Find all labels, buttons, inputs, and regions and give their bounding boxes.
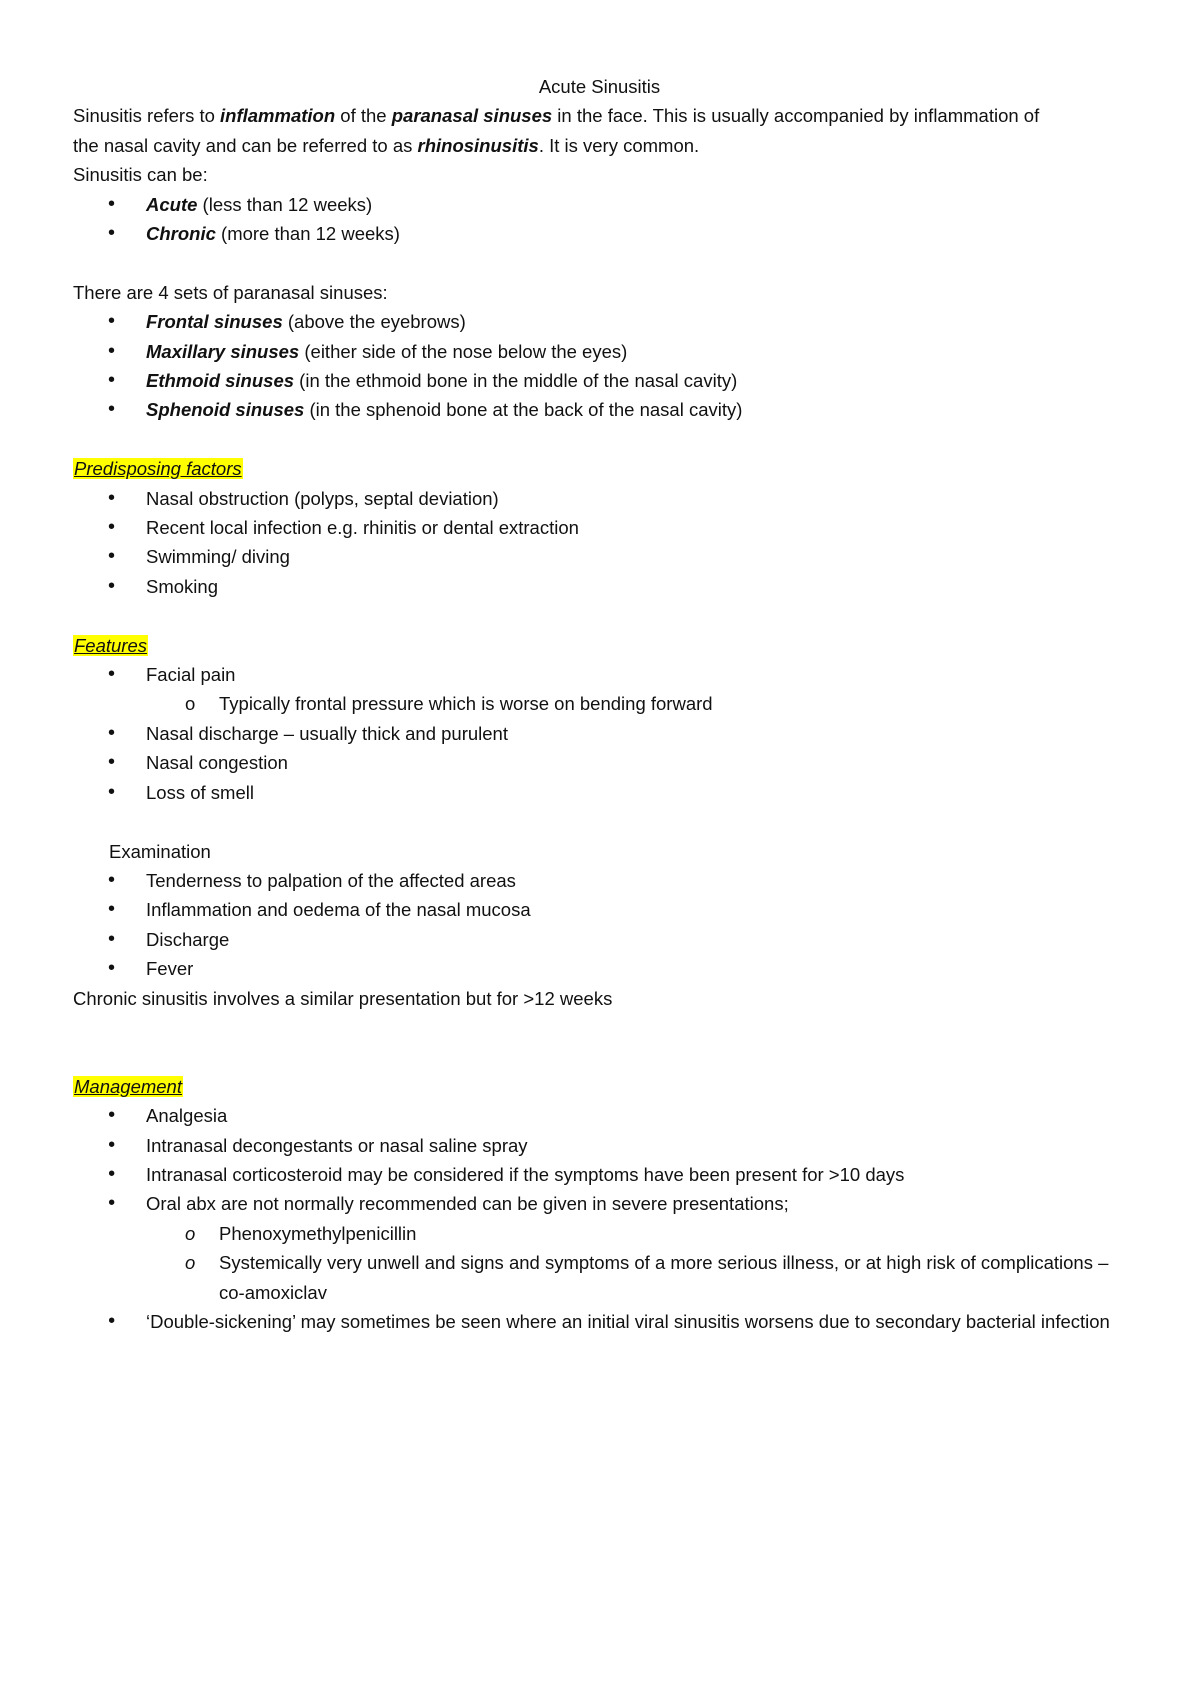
- intro-line-3: Sinusitis can be:: [73, 164, 208, 186]
- list-item: [73, 395, 1138, 424]
- list-item: • Nasal congestion: [73, 748, 1138, 777]
- management-heading: Management: [74, 1075, 182, 1097]
- list-item: [73, 366, 1138, 395]
- list-item: • Swimming/ diving: [73, 542, 1138, 571]
- list-item: • Inflammation and oedema of the nasal mucosa: [73, 895, 1138, 924]
- item-desc: (above the eyebrows): [282, 311, 466, 333]
- sinuses-intro: There are 4 sets of paranasal sinuses:: [73, 281, 388, 303]
- item-text: Oral abx are not normally recommended can be given in severe presentations;: [146, 1193, 789, 1215]
- list-item: • Nasal discharge – usually thick and purulent: [73, 719, 1138, 748]
- predisposing-heading: Predisposing factors: [74, 458, 242, 480]
- features-heading-line: [73, 631, 1138, 660]
- spacer: [73, 1013, 1138, 1042]
- spacer: [73, 601, 1138, 630]
- features-list: [73, 660, 1138, 807]
- sub-list-item: o Phenoxymethylpenicillin: [146, 1219, 1138, 1248]
- sub-list-item: o Typically frontal pressure which is worse on bending forward: [146, 689, 1138, 718]
- intro-text: . It is very common.: [538, 134, 700, 156]
- intro-line-2: [73, 131, 1138, 160]
- list-item: • Loss of smell: [73, 778, 1138, 807]
- examination-list: [73, 866, 1138, 984]
- item-desc: (either side of the nose below the eyes): [299, 340, 628, 362]
- list-item: • Smoking: [73, 572, 1138, 601]
- list-item: [73, 660, 1138, 719]
- examination-heading: Examination: [109, 840, 211, 862]
- term-chronic: Chronic: [146, 223, 216, 245]
- term-sphenoid: Sphenoid sinuses: [146, 399, 305, 421]
- antibiotics-sublist: [146, 1219, 1138, 1307]
- list-item: • Intranasal corticosteroid may be considered if the symptoms have been present for >10 days: [73, 1160, 1138, 1189]
- intro-text: the nasal cavity and can be referred to as: [73, 134, 418, 156]
- list-item: • Fever: [73, 954, 1138, 983]
- term-ethmoid: Ethmoid sinuses: [146, 370, 295, 392]
- list-item: • Recent local infection e.g. rhinitis or dental extraction: [73, 513, 1138, 542]
- list-item: [73, 190, 1138, 219]
- list-item: • Tenderness to palpation of the affected areas: [73, 866, 1138, 895]
- sub-list-item: o Systemically very unwell and signs and symptoms of a more serious illness, or at high risk of complications – co-amoxiclav: [146, 1248, 1138, 1307]
- intro-text: Sinusitis refers to: [73, 105, 221, 127]
- list-item: • Analgesia: [73, 1101, 1138, 1130]
- management-list: [73, 1101, 1138, 1336]
- item-text: Facial pain: [146, 664, 236, 686]
- intro-text: in the face. This is usually accompanied by inflammation of: [552, 105, 1040, 127]
- spacer: [73, 807, 1138, 836]
- list-item: [73, 1189, 1138, 1307]
- spacer: [73, 1042, 1138, 1071]
- sinusitis-types-list: [73, 190, 1138, 249]
- term-frontal: Frontal sinuses: [146, 311, 283, 333]
- list-item: • Nasal obstruction (polyps, septal deviation): [73, 484, 1138, 513]
- document-title: Acute Sinusitis: [538, 76, 661, 97]
- item-desc: (more than 12 weeks): [215, 223, 400, 245]
- intro-line-1: [73, 101, 1138, 130]
- item-desc: (in the ethmoid bone in the middle of the nasal cavity): [294, 370, 738, 392]
- management-heading-line: [73, 1072, 1138, 1101]
- spacer: [73, 248, 1138, 277]
- features-heading: Features: [74, 634, 148, 656]
- term-inflammation: inflammation: [220, 105, 336, 127]
- item-desc: (less than 12 weeks): [197, 193, 373, 215]
- term-paranasal-sinuses: paranasal sinuses: [391, 105, 553, 127]
- spacer: [73, 425, 1138, 454]
- predisposing-list: [73, 484, 1138, 602]
- intro-text: of the: [335, 105, 392, 127]
- list-item: • Discharge: [73, 925, 1138, 954]
- list-item: [73, 219, 1138, 248]
- list-item: • ‘Double-sickening’ may sometimes be seen where an initial viral sinusitis worsens due to secondary bacterial infection: [73, 1307, 1138, 1336]
- term-acute: Acute: [146, 193, 198, 215]
- term-rhinosinusitis: rhinosinusitis: [417, 134, 539, 156]
- chronic-note: Chronic sinusitis involves a similar presentation but for >12 weeks: [73, 987, 613, 1009]
- list-item: [73, 337, 1138, 366]
- list-item: [73, 307, 1138, 336]
- item-desc: (in the sphenoid bone at the back of the nasal cavity): [304, 399, 743, 421]
- sinuses-list: [73, 307, 1138, 425]
- list-item: • Intranasal decongestants or nasal saline spray: [73, 1131, 1138, 1160]
- term-maxillary: Maxillary sinuses: [146, 340, 300, 362]
- predisposing-heading-line: [73, 454, 1138, 483]
- facial-pain-sublist: [146, 689, 1138, 718]
